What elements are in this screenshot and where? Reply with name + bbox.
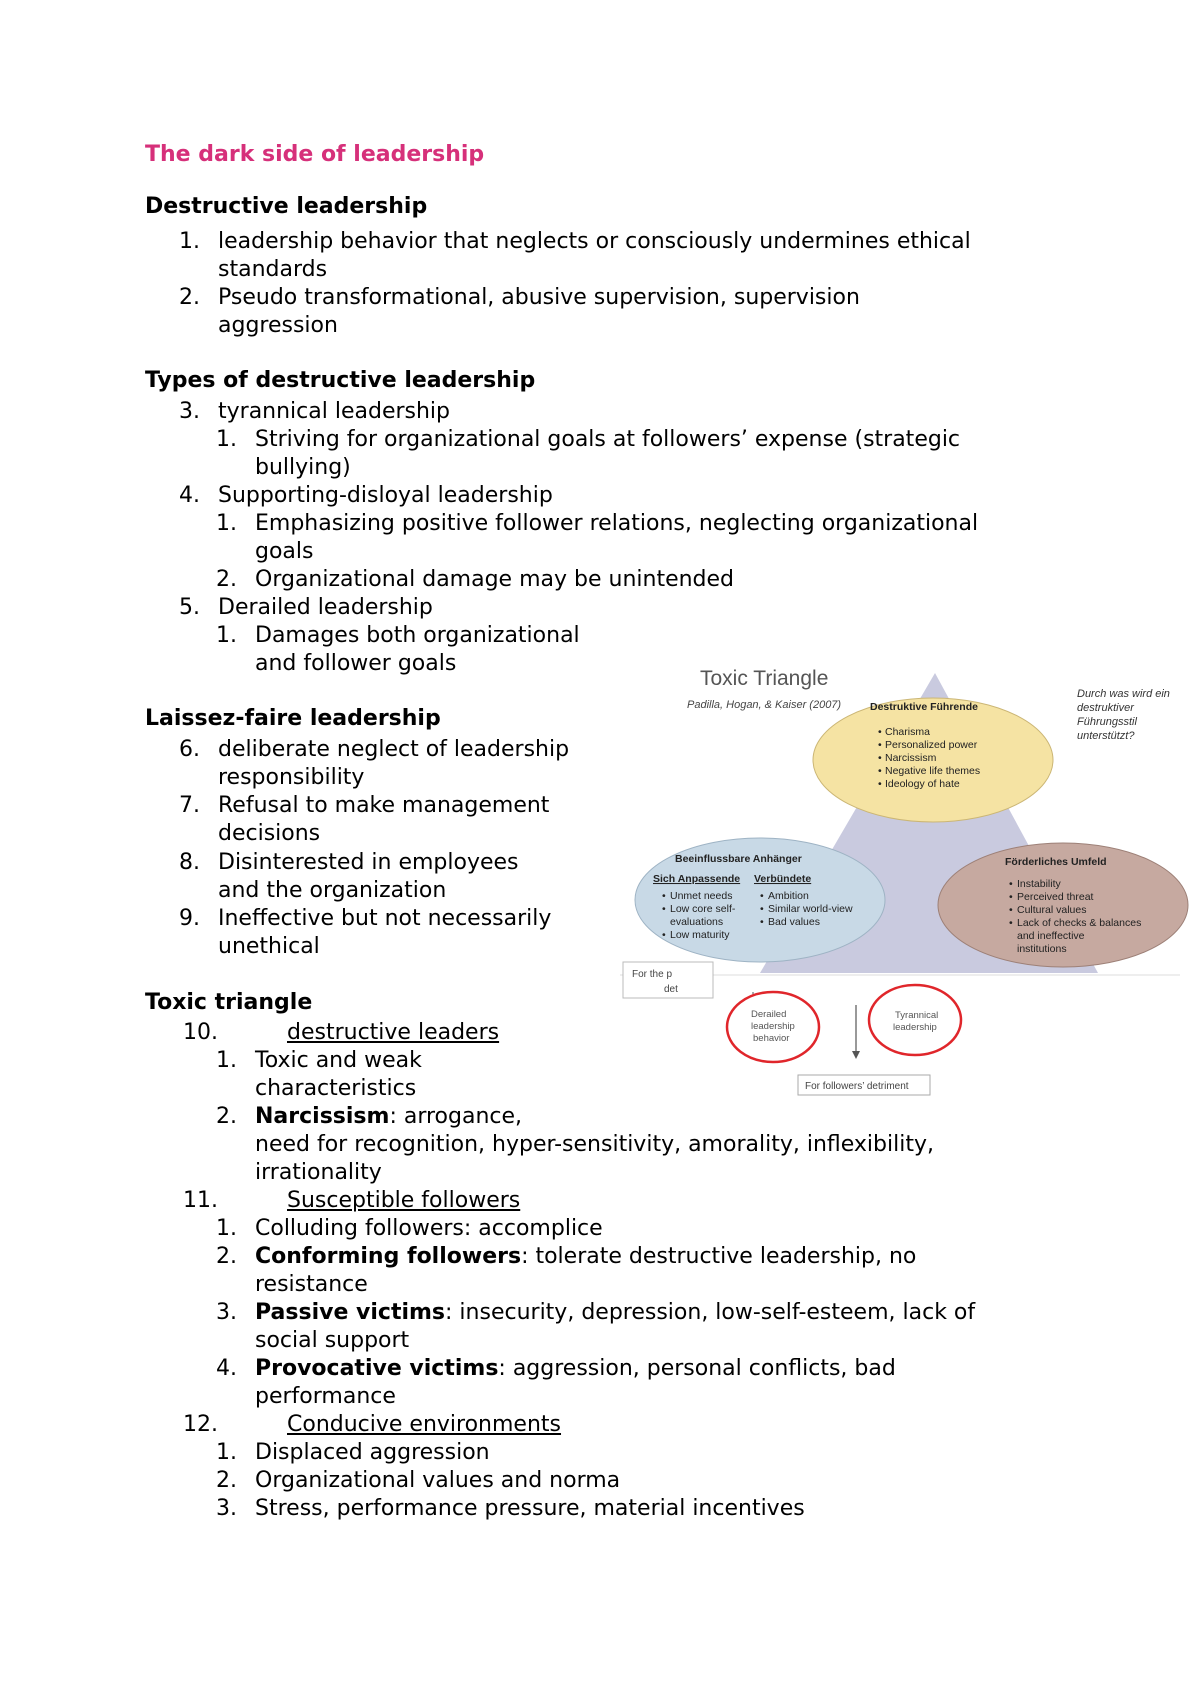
arrow-head: [852, 1051, 860, 1059]
followers-col2-title: Verbündete: [754, 873, 812, 885]
derailed-circle-text: leadership: [751, 1021, 795, 1032]
followers-title: Beeinflussbare Anhänger: [675, 853, 802, 865]
followers-col1-title: Sich Anpassende: [653, 873, 741, 885]
bullet-glyph: •: [662, 903, 666, 915]
toxic-triangle-figure: [620, 655, 1200, 1105]
followers-col1-item: Low core self-: [670, 903, 736, 915]
environment-item: Perceived threat: [1017, 891, 1094, 903]
bullet-glyph: •: [878, 739, 882, 751]
followers-col2-item: Ambition: [768, 890, 809, 902]
heading-destructive-leadership: Destructive leadership: [145, 194, 428, 219]
bullet-glyph: •: [760, 890, 764, 902]
derailed-circle-text: Derailed: [751, 1009, 787, 1020]
leaders-item: Personalized power: [885, 739, 978, 751]
followers-col2-item: Bad values: [768, 916, 820, 928]
bullet-glyph: •: [878, 765, 882, 777]
followers-col1-item: Unmet needs: [670, 890, 733, 902]
followers-col2-item: Similar world-view: [768, 903, 853, 915]
page-title: The dark side of leadership: [145, 142, 485, 167]
bullet-glyph: •: [760, 903, 764, 915]
leaders-item: Ideology of hate: [885, 778, 960, 790]
bottom-box-text: For followers’ detriment: [805, 1081, 909, 1092]
tyrannical-circle-text: Tyrannical: [895, 1010, 939, 1021]
bullet-glyph: •: [760, 916, 764, 928]
derailed-circle-text: behavior: [753, 1033, 790, 1044]
environment-item: institutions: [1017, 943, 1067, 955]
tyrannical-circle-text: leadership: [893, 1022, 937, 1033]
leaders-item: Charisma: [885, 726, 930, 738]
figure-title: Toxic Triangle: [700, 667, 829, 690]
bullet-glyph: •: [662, 929, 666, 941]
bullet-glyph: •: [878, 752, 882, 764]
environment-item: Lack of checks & balances: [1017, 917, 1142, 929]
followers-col1-item: evaluations: [670, 916, 724, 928]
leaders-title: Destruktive Führende: [870, 701, 978, 713]
heading-types-destructive-leadership: Types of destructive leadership: [145, 368, 536, 393]
leaders-item: Narcissism: [885, 752, 937, 764]
bullet-glyph: •: [662, 890, 666, 902]
partial-box-text: det: [664, 984, 678, 995]
bullet-glyph: •: [1009, 904, 1013, 916]
environment-item: Cultural values: [1017, 904, 1087, 916]
bullet-glyph: •: [1009, 891, 1013, 903]
environment-title: Förderliches Umfeld: [1005, 856, 1107, 868]
figure-citation: Padilla, Hogan, & Kaiser (2007): [687, 699, 842, 711]
question-line: Führungsstil: [1077, 716, 1137, 728]
heading-laissez-faire-leadership: Laissez-faire leadership: [145, 706, 441, 731]
environment-item: and ineffective: [1017, 930, 1085, 942]
question-line: destruktiver: [1077, 702, 1134, 714]
followers-col1-item: Low maturity: [670, 929, 730, 941]
bullet-glyph: •: [878, 726, 882, 738]
partial-box-text: For the p: [632, 969, 673, 980]
environment-item: Instability: [1017, 878, 1061, 890]
document-page: The dark side of leadership Destructive leadership 1. leadership behavior that neglects or consciously undermines ethical standards 2. Pseudo transformational, abusive supervision, supervision aggression Types of destructive leadership 3. tyrannical leadership 1. Striving for organizational goals at followers’ expense (strategic bullying) 4. Supporting-disloyal leadership 1. Emphasizing positive follower relations, neglecting organizational goals 2. Organizational damage may be unintended 5. Derailed leadership 1. Damages both organizational and follower goals Laissez-faire leadership 6. deliberate neglect of leadership responsibility 7. Refusal to make management decisions 8. Disinterested in employees and the organization 9. Ineffective but not necessarily unethical Toxic triangle 10. destructive leaders 1. Toxic and weak characteristics 2. Narcissism: arrogance, need for recognition, hyper-sensitivity, amorality, inflexibility, irrationality 11. Susceptible followers 1. Colluding followers: accomplice 2. Conforming followers: tolerate destructive leadership, no resistance 3. Passive victims: insecurity, depression, low-self-esteem, lack of social support 4. Provocative victims: aggression, personal conflicts, bad performance 12. Conducive environments 1. Displaced aggression 2. Organizational values and norma 3. Stress, performance pressure, material incentives Toxic Triangle Padilla, Hogan, & Kaiser (2007) Durch was wird ein destruktiver Führungsstil unterstützt? Destruktive Führende Charisma Personalized power Narcissism Negative life themes Ideology of hate • • • • • Beeinflussbare Anhänger Sich Anpassende Unmet needs Low core self- evaluations Low maturity • • • Verbündete Ambition Similar world-view Bad values • • • Förderliches Umfeld Instability Perceived threat Cultural values Lack of checks & balances and ineffective institutions • • • • For the p det Derailed leadership behavior Tyrannical leadership For followers’ detriment: [0, 0, 1200, 1698]
heading-toxic-triangle: Toxic triangle: [145, 990, 313, 1015]
bullet-glyph: •: [1009, 878, 1013, 890]
bullet-glyph: •: [1009, 917, 1013, 929]
bullet-glyph: •: [878, 778, 882, 790]
question-line: unterstützt?: [1077, 730, 1135, 742]
question-line: Durch was wird ein: [1077, 688, 1170, 700]
leaders-item: Negative life themes: [885, 765, 981, 777]
